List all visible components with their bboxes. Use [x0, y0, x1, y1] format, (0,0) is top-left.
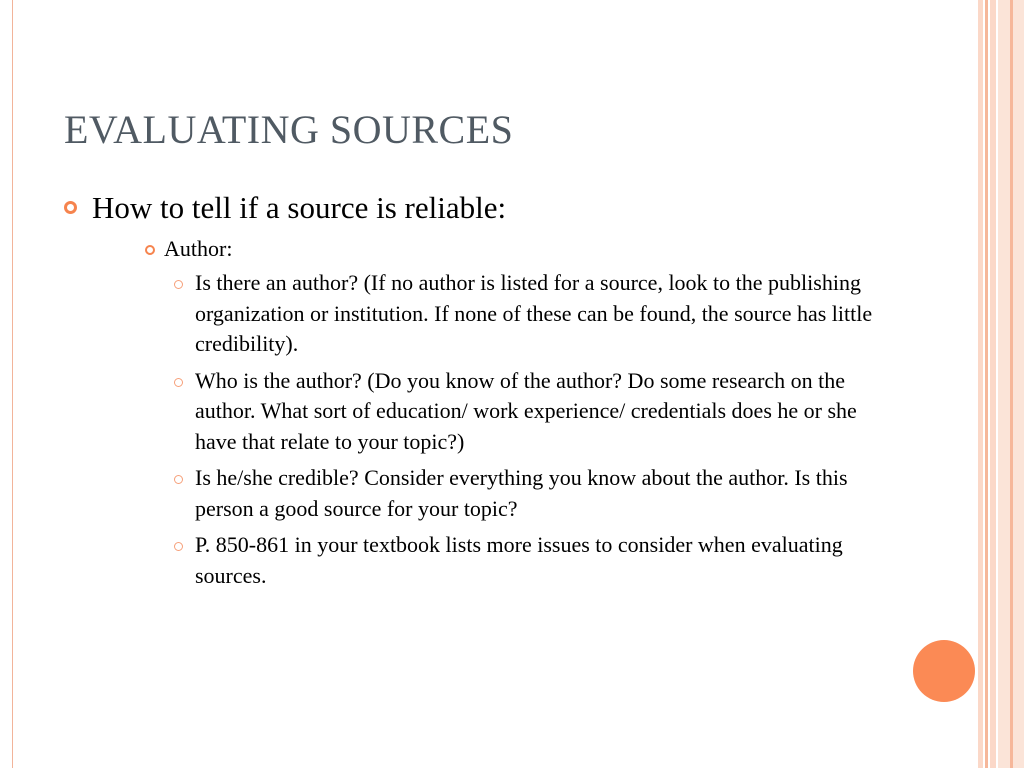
list-item-text: Is there an author? (If no author is listed for a source, look to the publishing organization or institution. If none of these can be found, the source has little credibility).: [195, 270, 873, 356]
bullet-ring-icon: [174, 542, 183, 551]
right-decorative-stripe: [990, 0, 996, 768]
slide-title: EVALUATING SOURCES: [64, 107, 514, 152]
list-item: [195, 268, 885, 360]
list-item-text: P. 850-861 in your textbook lists more issues to consider when evaluating sources.: [195, 532, 843, 588]
level1-bullet-text: How to tell if a source is reliable:: [92, 190, 507, 225]
list-item-text: Is he/she credible? Consider everything you know about the author. Is this person a good source for your topic?: [195, 465, 848, 521]
right-decorative-stripe: [985, 0, 988, 768]
bullet-ring-icon: [64, 201, 77, 214]
level3-bullet-list: [195, 268, 885, 597]
list-item: [195, 530, 885, 591]
bullet-ring-icon: [174, 378, 183, 387]
right-decorative-stripe: [1010, 0, 1013, 768]
bullet-ring-icon: [174, 280, 183, 289]
list-item-text: Who is the author? (Do you know of the author? Do some research on the author. What sort of education/ work experience/ credentials does he or she have that relate to your topic?): [195, 367, 857, 454]
bullet-ring-icon: [145, 245, 155, 255]
bullet-ring-icon: [174, 475, 183, 484]
list-item: [195, 463, 885, 524]
decorative-circle: [913, 640, 975, 702]
right-decorative-stripe: [978, 0, 983, 768]
list-item: [195, 366, 885, 458]
left-border-line: [12, 0, 13, 768]
level2-bullet-text: Author:: [164, 236, 233, 261]
